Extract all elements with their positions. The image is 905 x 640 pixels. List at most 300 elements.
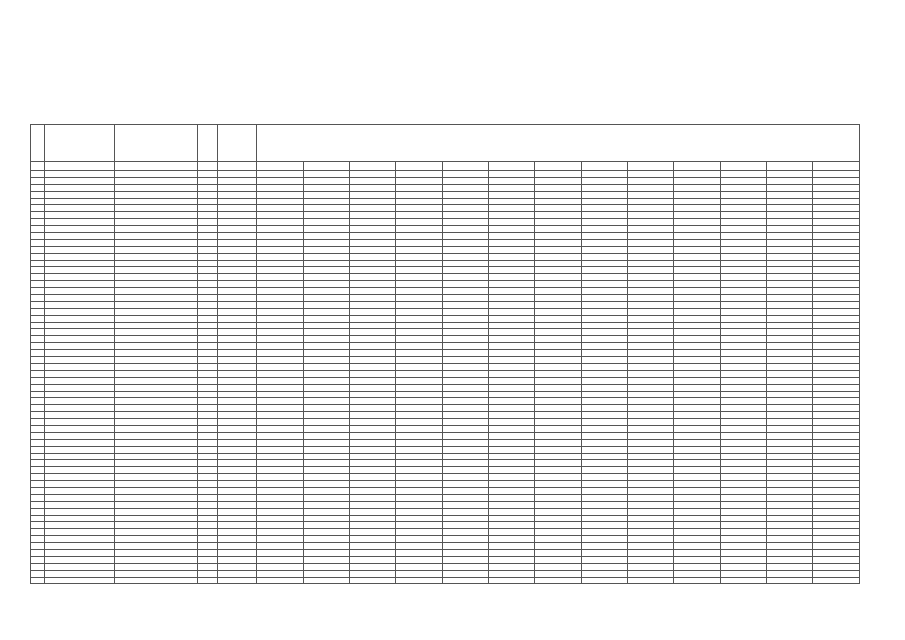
table-cell (31, 522, 45, 529)
table-cell (535, 329, 581, 336)
table-cell (218, 446, 257, 453)
table-cell (767, 577, 813, 584)
table-cell (303, 336, 349, 343)
table-cell (350, 219, 396, 226)
table-cell (442, 536, 488, 543)
table-cell (303, 508, 349, 515)
table-cell (535, 515, 581, 522)
table-cell (31, 308, 45, 315)
table-cell (489, 391, 535, 398)
table-cell (115, 556, 197, 563)
table-cell (396, 556, 442, 563)
table-cell (197, 253, 218, 260)
table-cell (350, 329, 396, 336)
table-cell (350, 556, 396, 563)
table-cell (350, 391, 396, 398)
table-row (31, 301, 860, 308)
table-cell (442, 384, 488, 391)
table-cell (442, 260, 488, 267)
table-cell (350, 336, 396, 343)
column-number (257, 162, 303, 171)
table-cell (581, 494, 627, 501)
table-cell (442, 474, 488, 481)
table-cell (396, 233, 442, 240)
table-cell (489, 549, 535, 556)
table-cell (720, 536, 766, 543)
table-cell (720, 329, 766, 336)
table-cell (31, 233, 45, 240)
table-cell (45, 439, 115, 446)
table-cell (350, 398, 396, 405)
table-cell (535, 315, 581, 322)
table-cell (396, 350, 442, 357)
table-cell (674, 308, 720, 315)
table-cell (257, 487, 303, 494)
table-cell (257, 425, 303, 432)
table-cell (442, 308, 488, 315)
table-cell (396, 370, 442, 377)
table-cell (396, 226, 442, 233)
table-cell (257, 295, 303, 302)
table-cell (218, 205, 257, 212)
table-cell (45, 198, 115, 205)
table-cell (197, 460, 218, 467)
table-cell (442, 419, 488, 426)
table-row (31, 315, 860, 322)
table-cell (674, 329, 720, 336)
table-cell (257, 377, 303, 384)
table-cell (115, 543, 197, 550)
table-cell (45, 295, 115, 302)
table-row (31, 391, 860, 398)
table-cell (218, 405, 257, 412)
table-cell (442, 377, 488, 384)
table-cell (535, 474, 581, 481)
table-cell (218, 425, 257, 432)
table-cell (628, 536, 674, 543)
table-cell (31, 481, 45, 488)
table-cell (581, 198, 627, 205)
table-cell (628, 363, 674, 370)
budget-table (30, 124, 860, 584)
column-number (674, 162, 720, 171)
table-cell (115, 460, 197, 467)
table-cell (218, 384, 257, 391)
table-cell (442, 391, 488, 398)
table-cell (581, 501, 627, 508)
table-cell (197, 274, 218, 281)
table-cell (581, 481, 627, 488)
table-cell (674, 419, 720, 426)
table-cell (767, 563, 813, 570)
table-cell (767, 295, 813, 302)
table-cell (442, 501, 488, 508)
table-cell (442, 398, 488, 405)
table-cell (674, 446, 720, 453)
table-cell (767, 329, 813, 336)
table-cell (350, 212, 396, 219)
table-cell (489, 191, 535, 198)
table-cell (489, 425, 535, 432)
table-row (31, 219, 860, 226)
table-cell (218, 226, 257, 233)
table-cell (489, 357, 535, 364)
column-number (489, 162, 535, 171)
table-cell (674, 467, 720, 474)
table-cell (720, 377, 766, 384)
table-cell (720, 425, 766, 432)
table-cell (628, 515, 674, 522)
table-cell (31, 432, 45, 439)
table-cell (218, 543, 257, 550)
table-cell (813, 481, 860, 488)
column-number (350, 162, 396, 171)
table-cell (581, 563, 627, 570)
table-cell (218, 494, 257, 501)
table-cell (350, 322, 396, 329)
table-cell (489, 577, 535, 584)
column-number (31, 162, 45, 171)
table-cell (350, 501, 396, 508)
table-cell (257, 184, 303, 191)
table-cell (115, 515, 197, 522)
table-cell (115, 577, 197, 584)
table-cell (197, 446, 218, 453)
table-cell (303, 432, 349, 439)
table-cell (767, 405, 813, 412)
table-cell (257, 288, 303, 295)
table-cell (813, 563, 860, 570)
table-cell (813, 177, 860, 184)
table-cell (45, 267, 115, 274)
table-cell (45, 171, 115, 178)
table-cell (350, 198, 396, 205)
table-cell (115, 453, 197, 460)
table-cell (581, 474, 627, 481)
table-cell (303, 239, 349, 246)
table-cell (535, 556, 581, 563)
table-cell (767, 412, 813, 419)
table-cell (628, 425, 674, 432)
table-cell (45, 536, 115, 543)
table-cell (218, 343, 257, 350)
table-cell (813, 501, 860, 508)
table-cell (535, 357, 581, 364)
table-cell (396, 398, 442, 405)
table-cell (396, 549, 442, 556)
table-cell (218, 453, 257, 460)
table-cell (303, 467, 349, 474)
table-cell (813, 425, 860, 432)
table-cell (257, 357, 303, 364)
table-cell (767, 336, 813, 343)
table-cell (674, 205, 720, 212)
table-cell (767, 308, 813, 315)
table-cell (303, 439, 349, 446)
table-cell (535, 184, 581, 191)
table-cell (581, 522, 627, 529)
table-cell (257, 446, 303, 453)
table-cell (45, 529, 115, 536)
table-cell (218, 370, 257, 377)
table-cell (767, 481, 813, 488)
table-cell (350, 253, 396, 260)
table-cell (303, 233, 349, 240)
table-cell (813, 274, 860, 281)
table-cell (813, 171, 860, 178)
table-cell (197, 267, 218, 274)
table-cell (767, 205, 813, 212)
table-cell (197, 246, 218, 253)
table-cell (489, 274, 535, 281)
table-cell (674, 522, 720, 529)
table-cell (489, 474, 535, 481)
table-cell (396, 529, 442, 536)
table-cell (350, 363, 396, 370)
table-cell (442, 446, 488, 453)
table-cell (303, 350, 349, 357)
table-cell (303, 501, 349, 508)
table-cell (45, 474, 115, 481)
table-cell (350, 384, 396, 391)
table-cell (115, 177, 197, 184)
table-cell (218, 577, 257, 584)
table-cell (115, 377, 197, 384)
table-cell (350, 419, 396, 426)
table-cell (31, 508, 45, 515)
table-cell (535, 191, 581, 198)
table-cell (197, 322, 218, 329)
table-cell (396, 425, 442, 432)
table-cell (720, 508, 766, 515)
table-cell (257, 481, 303, 488)
table-cell (218, 322, 257, 329)
table-cell (45, 446, 115, 453)
table-cell (218, 398, 257, 405)
table-cell (218, 549, 257, 556)
table-cell (535, 501, 581, 508)
table-cell (115, 343, 197, 350)
table-cell (674, 508, 720, 515)
table-cell (257, 508, 303, 515)
table-cell (197, 233, 218, 240)
table-cell (303, 543, 349, 550)
table-cell (767, 315, 813, 322)
table-cell (581, 543, 627, 550)
table-cell (489, 432, 535, 439)
table-cell (628, 308, 674, 315)
table-cell (535, 425, 581, 432)
table-cell (350, 246, 396, 253)
table-cell (581, 536, 627, 543)
table-cell (535, 350, 581, 357)
table-cell (674, 219, 720, 226)
table-cell (218, 522, 257, 529)
table-cell (581, 239, 627, 246)
table-cell (396, 446, 442, 453)
table-cell (767, 370, 813, 377)
table-cell (31, 288, 45, 295)
table-cell (489, 412, 535, 419)
table-cell (628, 288, 674, 295)
table-cell (396, 543, 442, 550)
table-cell (674, 363, 720, 370)
table-cell (581, 405, 627, 412)
table-cell (813, 446, 860, 453)
table-cell (581, 212, 627, 219)
table-cell (31, 226, 45, 233)
table-cell (442, 432, 488, 439)
table-cell (396, 239, 442, 246)
table-cell (813, 515, 860, 522)
table-cell (197, 487, 218, 494)
table-row (31, 536, 860, 543)
table-cell (115, 267, 197, 274)
table-cell (303, 556, 349, 563)
table-cell (442, 556, 488, 563)
table-cell (396, 460, 442, 467)
table-cell (813, 556, 860, 563)
table-cell (45, 467, 115, 474)
table-cell (218, 501, 257, 508)
table-cell (581, 453, 627, 460)
table-cell (257, 274, 303, 281)
table-cell (442, 343, 488, 350)
table-cell (197, 529, 218, 536)
table-cell (581, 308, 627, 315)
table-cell (489, 205, 535, 212)
table-cell (350, 295, 396, 302)
table-cell (813, 577, 860, 584)
table-cell (674, 577, 720, 584)
table-cell (442, 336, 488, 343)
table-row (31, 515, 860, 522)
table-cell (581, 329, 627, 336)
table-cell (197, 226, 218, 233)
table-cell (396, 171, 442, 178)
table-cell (489, 226, 535, 233)
table-cell (442, 239, 488, 246)
table-cell (218, 391, 257, 398)
table-cell (396, 577, 442, 584)
table-row (31, 233, 860, 240)
table-cell (257, 391, 303, 398)
table-cell (767, 267, 813, 274)
table-cell (674, 570, 720, 577)
table-cell (350, 315, 396, 322)
table-cell (396, 391, 442, 398)
table-cell (257, 501, 303, 508)
table-cell (197, 198, 218, 205)
table-cell (396, 177, 442, 184)
table-cell (535, 481, 581, 488)
table-cell (674, 288, 720, 295)
table-cell (31, 377, 45, 384)
table-cell (813, 315, 860, 322)
table-cell (489, 384, 535, 391)
table-cell (45, 212, 115, 219)
table-cell (45, 515, 115, 522)
table-cell (257, 384, 303, 391)
table-cell (628, 432, 674, 439)
table-cell (720, 184, 766, 191)
table-cell (720, 453, 766, 460)
table-cell (674, 336, 720, 343)
table-cell (442, 301, 488, 308)
table-cell (489, 336, 535, 343)
table-cell (442, 405, 488, 412)
table-cell (489, 281, 535, 288)
table-cell (581, 219, 627, 226)
table-cell (535, 239, 581, 246)
table-cell (45, 329, 115, 336)
table-cell (396, 481, 442, 488)
table-cell (197, 363, 218, 370)
table-cell (31, 239, 45, 246)
table-cell (628, 474, 674, 481)
table-cell (767, 239, 813, 246)
table-row (31, 171, 860, 178)
table-row (31, 522, 860, 529)
table-cell (45, 508, 115, 515)
table-cell (720, 570, 766, 577)
table-cell (535, 467, 581, 474)
table-cell (197, 453, 218, 460)
table-cell (813, 308, 860, 315)
table-cell (442, 563, 488, 570)
table-row (31, 295, 860, 302)
table-cell (720, 274, 766, 281)
table-cell (31, 295, 45, 302)
table-cell (628, 219, 674, 226)
table-cell (581, 384, 627, 391)
table-cell (489, 453, 535, 460)
table-cell (197, 501, 218, 508)
table-cell (218, 246, 257, 253)
table-cell (257, 260, 303, 267)
table-cell (489, 301, 535, 308)
table-cell (115, 329, 197, 336)
table-cell (396, 198, 442, 205)
table-cell (628, 239, 674, 246)
table-cell (674, 391, 720, 398)
table-cell (45, 487, 115, 494)
table-cell (767, 184, 813, 191)
table-row (31, 205, 860, 212)
table-cell (45, 370, 115, 377)
table-cell (303, 219, 349, 226)
table-cell (115, 501, 197, 508)
table-cell (115, 184, 197, 191)
table-cell (303, 370, 349, 377)
table-cell (813, 226, 860, 233)
table-cell (813, 543, 860, 550)
table-cell (767, 301, 813, 308)
table-row (31, 322, 860, 329)
table-cell (115, 391, 197, 398)
table-cell (628, 198, 674, 205)
table-cell (115, 508, 197, 515)
table-cell (31, 577, 45, 584)
table-cell (489, 515, 535, 522)
table-cell (303, 322, 349, 329)
table-cell (218, 184, 257, 191)
table-header-cell (115, 125, 197, 162)
table-cell (303, 398, 349, 405)
table-cell (489, 363, 535, 370)
table-cell (628, 398, 674, 405)
table-cell (31, 515, 45, 522)
